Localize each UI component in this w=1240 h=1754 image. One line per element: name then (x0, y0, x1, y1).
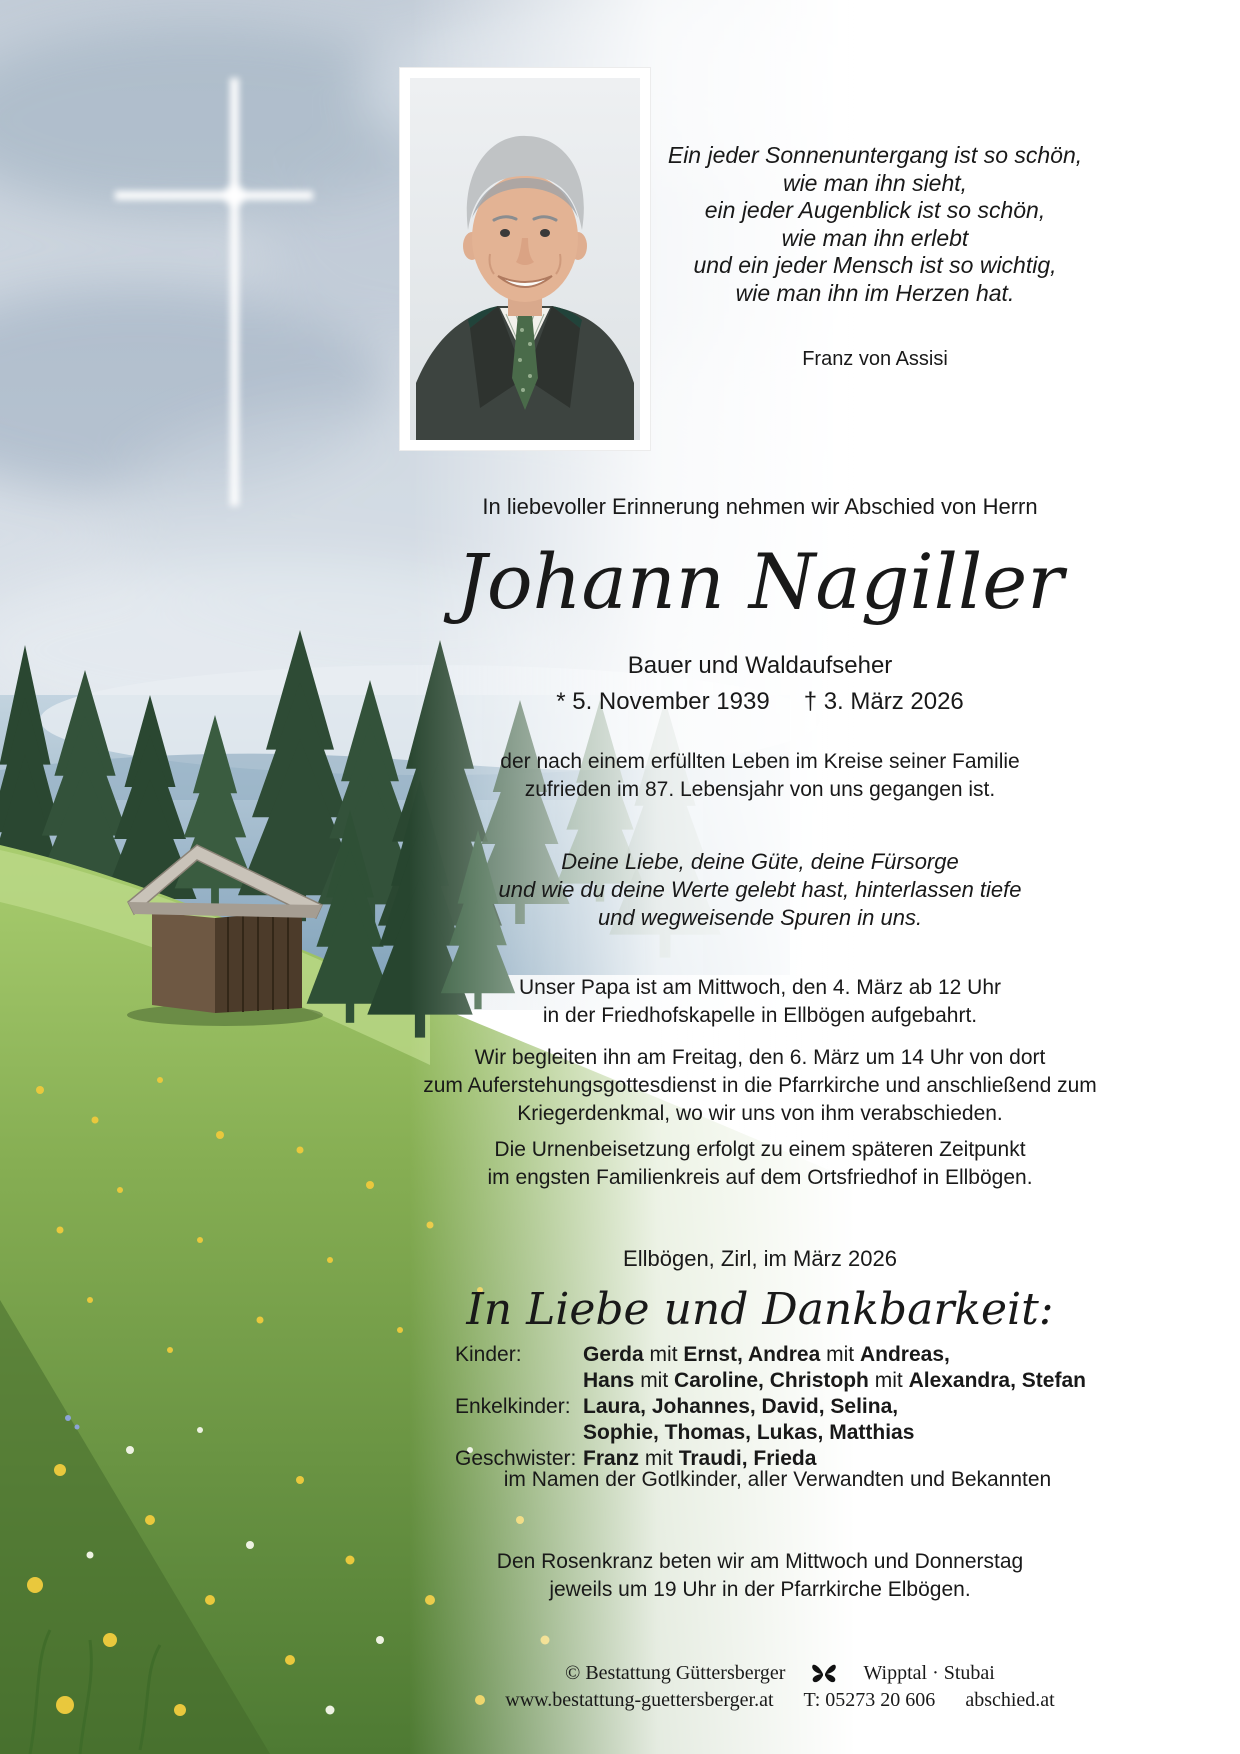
text-line: Die Urnenbeisetzung erfolgt zu einem späteren Zeitpunkt (494, 1138, 1026, 1161)
text-line: im engsten Familienkreis auf dem Ortsfriedhof in Ellbögen. (487, 1166, 1033, 1189)
deceased-name: Johann Nagiller (456, 537, 1064, 626)
begleitung-paragraph (420, 1044, 1100, 1128)
text-line: und wie du deine Werte gelebt hast, hinterlassen tiefe (498, 877, 1022, 902)
portrait-illustration (410, 78, 640, 440)
family-list (455, 1342, 1100, 1472)
closing-script: In Liebe und Dankbarkeit: (466, 1284, 1054, 1335)
family-names: Gerda mit Ernst, Andrea mit Andreas, (583, 1343, 950, 1366)
family-row (455, 1342, 1100, 1368)
tribute-paragraph (420, 848, 1100, 932)
family-row (455, 1420, 1100, 1446)
family-label: Enkelkinder: (455, 1395, 571, 1418)
urnenbeisetzung-paragraph (420, 1136, 1100, 1192)
family-label (455, 1420, 583, 1446)
quote-line: wie man ihn sieht, (782, 169, 968, 196)
text-line: jeweils um 19 Uhr in der Pfarrkirche Elbögen. (549, 1578, 971, 1601)
footer-row-2 (430, 1687, 1130, 1714)
family-note: im Namen der Gotlkinder, aller Verwandten und Bekannten (503, 1468, 1052, 1491)
family-names: Franz mit Traudi, Frieda (583, 1447, 817, 1470)
text-line: zum Auferstehungsgottesdienst in die Pfarrkirche und anschließend zum (423, 1074, 1097, 1097)
death-date: † 3. März 2026 (803, 688, 964, 715)
text-line: Deine Liebe, deine Güte, deine Fürsorge (561, 849, 959, 874)
footer-website: www.bestattung-guettersberger.at (505, 1689, 774, 1711)
quote-line: wie man ihn im Herzen hat. (735, 279, 1015, 306)
quote-line: Ein jeder Sonnenuntergang ist so schön, (667, 142, 1083, 168)
family-names: Sophie, Thomas, Lukas, Matthias (583, 1421, 915, 1444)
quote-line: ein jeder Augenblick ist so schön, (704, 197, 1046, 223)
life-dates (420, 688, 1100, 716)
memorial-quote (645, 142, 1105, 307)
family-label: Geschwister: (455, 1447, 577, 1470)
footer-phone: T: 05273 20 606 (803, 1689, 936, 1711)
text-line: Unser Papa ist am Mittwoch, den 4. März ab 12 Uhr (518, 976, 1002, 999)
rosenkranz-paragraph (420, 1548, 1100, 1604)
portrait-photo (400, 68, 650, 450)
quote-line: wie man ihn erlebt (781, 224, 969, 251)
text-line: Den Rosenkranz beten wir am Mittwoch und Donnerstag (496, 1550, 1024, 1573)
text-line: in der Friedhofskapelle in Ellbögen aufgebahrt. (542, 1004, 978, 1027)
footer-portal: abschied.at (965, 1689, 1055, 1711)
place-and-date: Ellbögen, Zirl, im März 2026 (623, 1246, 897, 1271)
quote-line: und ein jeder Mensch ist so wichtig, (693, 252, 1057, 278)
footer-region: Wipptal · Stubai (863, 1662, 995, 1684)
family-names: Hans mit Caroline, Christoph mit Alexandra, Stefan (583, 1369, 1086, 1392)
intro-line: In liebevoller Erinnerung nehmen wir Abschied von Herrn (482, 494, 1038, 519)
deceased-profession: Bauer und Waldaufseher (627, 652, 893, 679)
life-paragraph (420, 748, 1100, 804)
family-label: Kinder: (455, 1343, 522, 1366)
family-label (455, 1368, 583, 1394)
text-line: Kriegerdenkmal, wo wir uns von ihm verabschieden. (517, 1102, 1003, 1125)
aufbahrung-paragraph (420, 974, 1100, 1030)
funeral-home-footer (430, 1660, 1130, 1714)
text-line: der nach einem erfüllten Leben im Kreise seiner Familie (500, 750, 1020, 773)
quote-attribution: Franz von Assisi (802, 348, 948, 370)
butterfly-icon (811, 1663, 837, 1685)
publisher: © Bestattung Güttersberger (565, 1662, 786, 1684)
footer-row-1 (430, 1660, 1130, 1687)
family-names: Laura, Johannes, David, Selina, (583, 1395, 899, 1418)
text-line: zufrieden im 87. Lebensjahr von uns gegangen ist. (524, 778, 996, 801)
birth-date: * 5. November 1939 (556, 688, 770, 715)
family-row (455, 1394, 1100, 1420)
family-row (455, 1368, 1100, 1394)
text-line: Wir begleiten ihn am Freitag, den 6. März um 14 Uhr von dort (474, 1046, 1046, 1069)
text-line: und wegweisende Spuren in uns. (597, 905, 923, 930)
